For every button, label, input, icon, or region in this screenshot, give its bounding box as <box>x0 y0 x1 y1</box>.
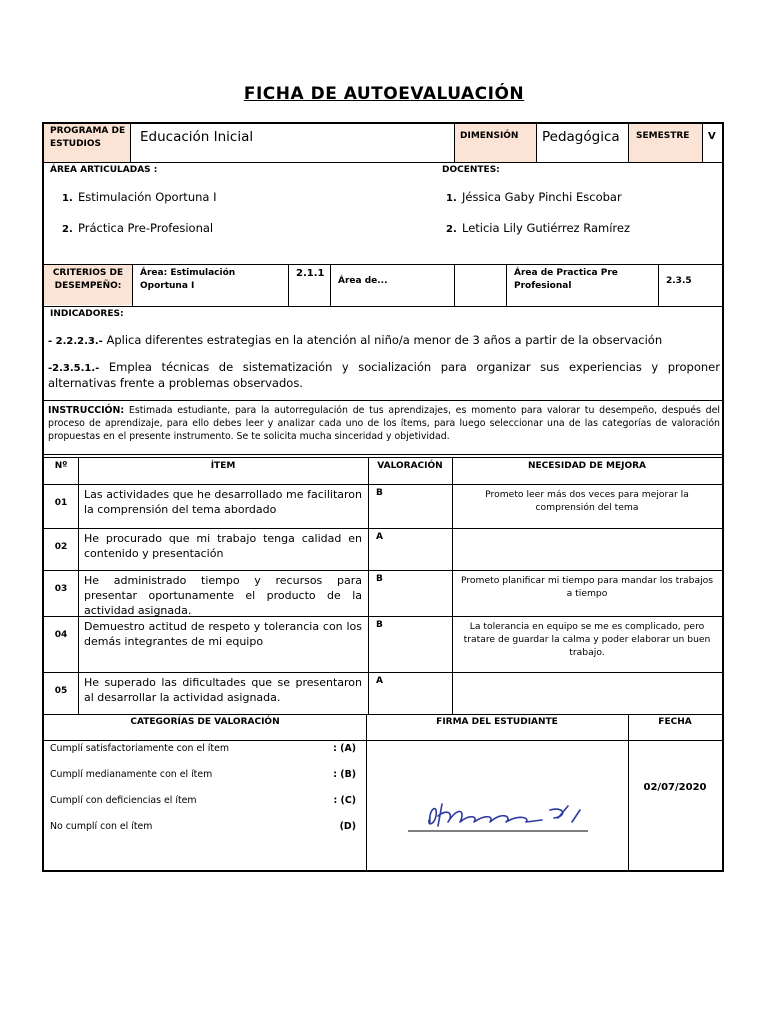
categoria-d: No cumplí con el ítem (D) <box>50 821 356 832</box>
categoria-b: Cumplí medianamente con el ítem : (B) <box>50 769 356 780</box>
table-row: 03 He administrado tiempo y recursos para presentar oportunamente el producto de la actividad asignada. B Prometo planificar mi tiempo para mandar los trabajos a tiempo <box>54 574 714 617</box>
programa-value: Educación Inicial <box>140 129 254 145</box>
categorias-label: CATEGORÍAS DE VALORACIÓN <box>130 717 280 727</box>
categoria-c: Cumplí con deficiencias el ítem : (C) <box>50 795 356 806</box>
docente-item-1: 1. Jéssica Gaby Pinchi Escobar <box>446 190 622 204</box>
firma-label: FIRMA DEL ESTUDIANTE <box>436 717 558 727</box>
student-signature <box>408 792 590 836</box>
criterio-area-3: Área de Practica Pre Profesional <box>514 268 618 291</box>
instruccion: INSTRUCCIÓN: Estimada estudiante, para la autorregulación de tus aprendizajes, es momento para valorar tu desempeño, después del proceso de aprendizaje, para ello debes leer y analizar cada uno de los ítems, para luego seleccionar una de las categorías de valoración propuestas en el presente instrumento. Se te solicita mucha sinceridad y objetividad. <box>48 405 720 443</box>
docentes-label: DOCENTES: <box>442 165 500 175</box>
programa-label: PROGRAMA DE ESTUDIOS <box>50 126 126 149</box>
semestre-value: V <box>708 131 716 142</box>
table-header-item: ÍTEM <box>210 461 236 471</box>
table-row: 01 Las actividades que he desarrollado me facilitaron la comprensión del tema abordado B Prometo leer más dos veces para mejorar la comprensión del tema <box>54 488 689 516</box>
area-item-1: 1. Estimulación Oportuna I <box>62 190 217 204</box>
table-row: 02 He procurado que mi trabajo tenga calidad en contenido y presentación A <box>54 532 383 560</box>
dimension-value: Pedagógica <box>542 129 620 145</box>
table-header-num: Nº <box>54 461 68 471</box>
page-title: FICHA DE AUTOEVALUACIÓN <box>243 84 525 104</box>
criterio-area-2: Área de... <box>338 276 388 286</box>
indicador-1: - 2.2.2.3.- Aplica diferentes estrategias en la atención al niño/a menor de 3 años a partir de la observación <box>48 333 663 347</box>
fecha-label: FECHA <box>658 717 692 727</box>
dimension-label: DIMENSIÓN <box>460 131 519 141</box>
areas-label: ÁREA ARTICULADAS : <box>50 165 158 175</box>
table-header-valoracion: VALORACIÓN <box>377 461 443 471</box>
table-row: 04 Demuestro actitud de respeto y tolerancia con los demás integrantes de mi equipo B La tolerancia en equipo se me es complicado, pero tratare de guardar la calma y poder elaborar un buen trabajo. <box>54 620 711 658</box>
criterios-label: CRITERIOS DE DESEMPEÑO: <box>52 268 124 291</box>
criterio-code-3: 2.3.5 <box>666 276 692 286</box>
docente-item-2: 2. Leticia Lily Gutiérrez Ramírez <box>446 221 630 235</box>
table-row: 05 He superado las dificultades que se presentaron al desarrollar la actividad asignada. A <box>54 676 383 704</box>
criterio-code-1: 2.1.1 <box>296 268 325 279</box>
table-header-mejora: NECESIDAD DE MEJORA <box>527 461 647 471</box>
indicador-2: -2.3.5.1.- Emplea técnicas de sistematización y socialización para organizar sus experiencias y proponer alternativas frente a problemas observados. <box>48 360 720 390</box>
area-item-2: 2. Práctica Pre-Profesional <box>62 221 214 235</box>
categoria-a: Cumplí satisfactoriamente con el ítem : (A) <box>50 743 356 754</box>
indicadores-label: INDICADORES: <box>50 309 124 319</box>
criterio-area-1: Área: Estimulación Oportuna I <box>140 268 236 291</box>
fecha-value: 02/07/2020 <box>643 782 707 793</box>
semestre-label: SEMESTRE <box>636 131 690 141</box>
evaluation-form <box>42 122 724 872</box>
